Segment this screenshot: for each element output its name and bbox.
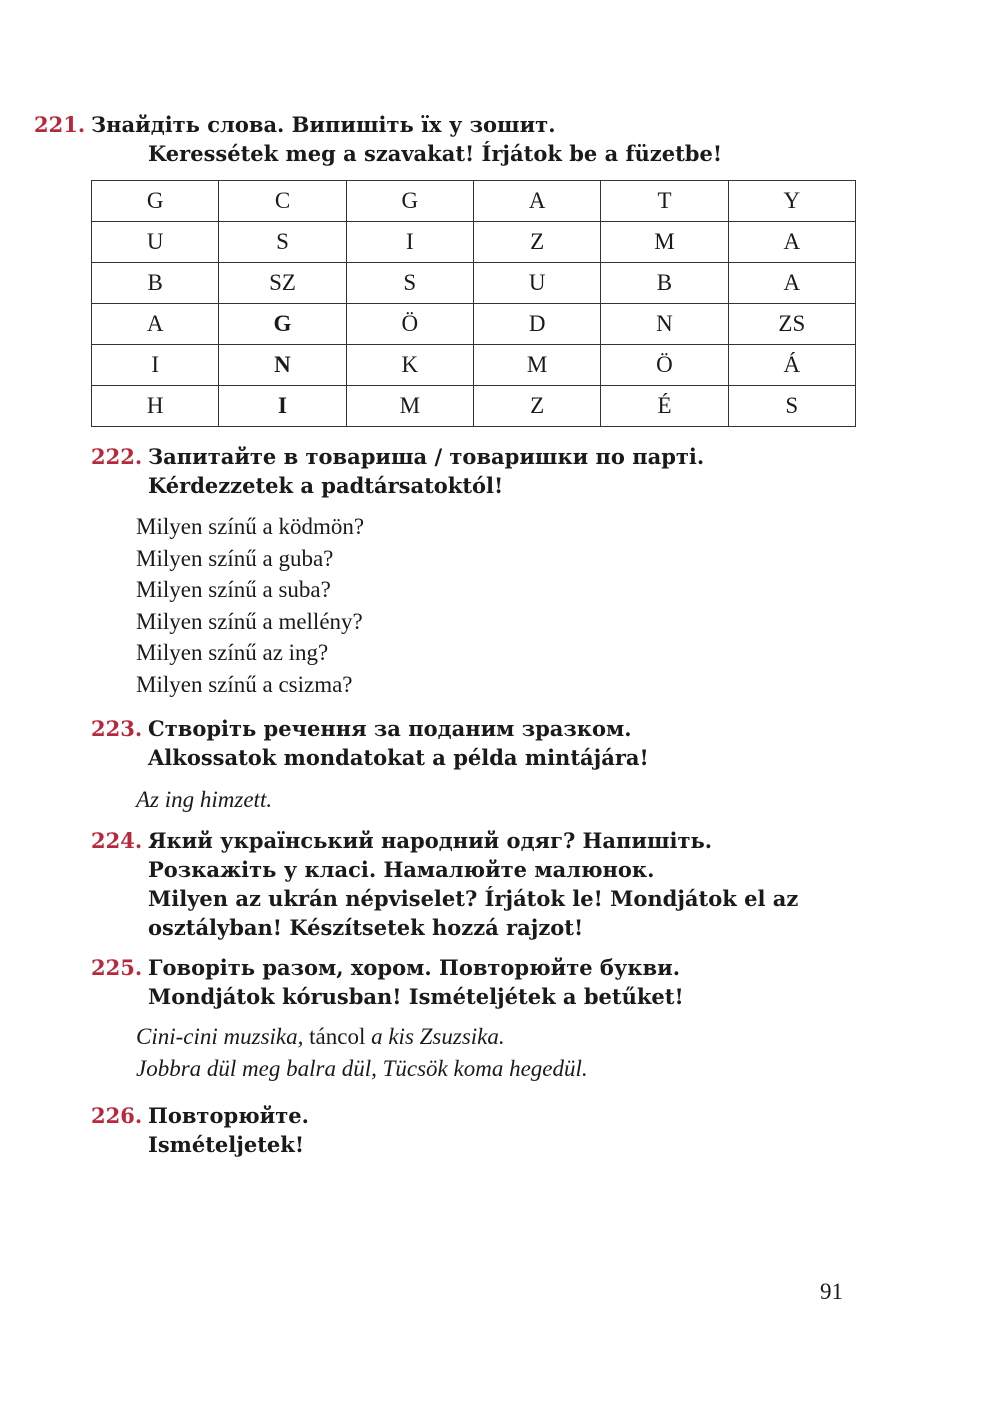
page-number: 91 [820, 1279, 843, 1304]
rhyme-part: a kis Zsuzsika. [365, 1024, 505, 1049]
task-title-uk: Говоріть разом, хором. Повторюйте букви. [148, 955, 681, 980]
task-title-uk-2: Розкажіть у класі. Намалюйте малюнок. [148, 857, 655, 882]
task-title-hu-2: osztályban! Készítsetek hozzá rajzot! [148, 915, 584, 940]
grid-cell: N [601, 304, 728, 345]
rhyme-line: Jobbra dül meg balra dül, Tücsök koma hegedül. [136, 1055, 588, 1081]
task-title-uk: Який український народний одяг? Напишіть. [148, 828, 713, 853]
grid-cell: G [346, 181, 473, 222]
task-title-hu: Kérdezzetek a padtársatoktól! [148, 473, 504, 498]
task-title-uk: Запитайте в товариша / товаришки по парті. [148, 444, 705, 469]
grid-cell: M [473, 345, 600, 386]
grid-row [92, 345, 856, 386]
grid-cell: SZ [219, 263, 346, 304]
question-list [136, 511, 364, 700]
grid-cell: B [92, 263, 219, 304]
task-title-hu: Milyen az ukrán népviselet? Írjátok le! Mondjátok el az [148, 886, 799, 911]
grid-row [92, 386, 856, 427]
grid-cell: I [92, 345, 219, 386]
question-line: Milyen színű a mellény? [136, 608, 363, 634]
rhyme-line [136, 1021, 588, 1053]
grid-row [92, 304, 856, 345]
task-number: 224. [91, 828, 143, 853]
task-title-hu: Keressétek meg a szavakat! Írjátok be a füzetbe! [148, 141, 723, 166]
grid-cell: Á [728, 345, 855, 386]
grid-cell: M [601, 222, 728, 263]
question-line: Milyen színű az ing? [136, 640, 329, 665]
grid-cell: I [346, 222, 473, 263]
grid-cell: Ö [346, 304, 473, 345]
grid-cell: K [346, 345, 473, 386]
grid-cell: B [601, 263, 728, 304]
grid-row [92, 263, 856, 304]
grid-cell: C [219, 181, 346, 222]
task-title-uk: Створіть речення за поданим зразком. [148, 716, 632, 741]
grid-cell: S [219, 222, 346, 263]
grid-cell: S [728, 386, 855, 427]
grid-cell: T [601, 181, 728, 222]
task-title-uk: Повторюйте. [148, 1103, 309, 1128]
example-text: Az ing himzett. [136, 787, 273, 812]
grid-cell: Z [473, 222, 600, 263]
grid-row [92, 181, 856, 222]
grid-cell: U [92, 222, 219, 263]
grid-row [92, 222, 856, 263]
task-225 [91, 953, 684, 1011]
grid-cell: U [473, 263, 600, 304]
question-line: Milyen színű a guba? [136, 545, 334, 571]
task-number: 222. [91, 444, 143, 469]
task-number: 226. [91, 1103, 143, 1128]
rhyme [136, 1021, 588, 1084]
grid-cell: É [601, 386, 728, 427]
question-line: Milyen színű a csizma? [136, 671, 353, 697]
grid-cell: Ö [601, 345, 728, 386]
rhyme-part: táncol [309, 1024, 366, 1049]
grid-cell: M [346, 386, 473, 427]
grid-cell: A [728, 222, 855, 263]
question-line: Milyen színű a ködmön? [136, 514, 365, 539]
task-number: 221. [34, 112, 86, 137]
question-line: Milyen színű a suba? [136, 577, 331, 602]
task-223 [91, 714, 649, 772]
task-224 [91, 826, 798, 942]
task-221 [34, 110, 722, 168]
example-sentence [136, 784, 272, 816]
task-number: 223. [91, 716, 143, 741]
task-title-hu: Ismételjetek! [148, 1132, 305, 1157]
grid-cell: A [473, 181, 600, 222]
task-222 [91, 442, 704, 500]
grid-cell-bold: I [219, 386, 346, 427]
grid-cell: A [728, 263, 855, 304]
task-title-hu: Alkossatok mondatokat a példa mintájára! [148, 745, 649, 770]
grid-cell-bold: N [219, 345, 346, 386]
task-title-uk: Знайдіть слова. Випишіть їх у зошит. [91, 112, 556, 137]
word-search-grid [91, 180, 856, 427]
grid-cell: ZS [728, 304, 855, 345]
task-226 [91, 1101, 309, 1159]
task-title-hu: Mondjátok kórusban! Ismételjétek a betűket! [148, 984, 684, 1009]
grid-cell: Y [728, 181, 855, 222]
grid-cell: A [92, 304, 219, 345]
grid-cell: D [473, 304, 600, 345]
grid-cell: G [92, 181, 219, 222]
grid-cell: H [92, 386, 219, 427]
grid-cell: S [346, 263, 473, 304]
rhyme-part: Cini-cini muzsika, [136, 1024, 310, 1049]
task-number: 225. [91, 955, 143, 980]
grid-cell-bold: G [219, 304, 346, 345]
grid-cell: Z [473, 386, 600, 427]
